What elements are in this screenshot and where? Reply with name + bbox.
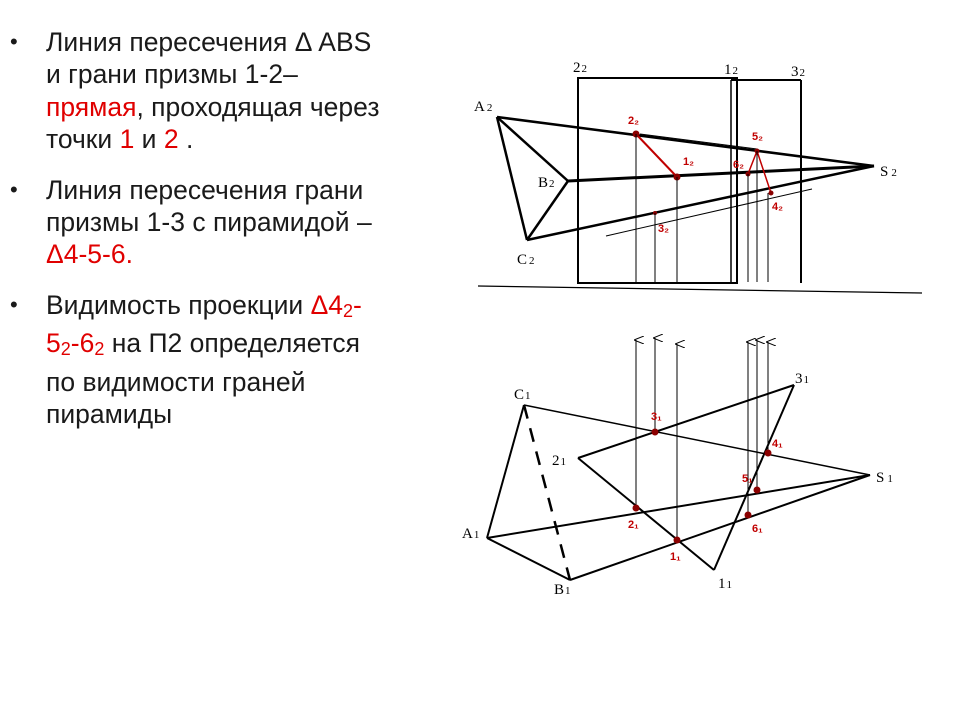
bullet-dot-icon: • bbox=[10, 176, 18, 202]
label-B1: B1 bbox=[554, 582, 571, 598]
bullet-text-part: Δ4-5-6. bbox=[46, 239, 133, 270]
handwritten-labels bbox=[628, 115, 783, 563]
bullet-text-part: 1 bbox=[119, 124, 135, 155]
prism-2-3-horizontal bbox=[578, 385, 794, 458]
bullet-dot-icon: • bbox=[10, 29, 18, 54]
point-2-1 bbox=[633, 505, 640, 512]
bullet-text-part: Линия пересечения Δ ABS и грани призмы 1-2– bbox=[46, 27, 372, 90]
point-3-1 bbox=[652, 429, 659, 436]
point-4-1 bbox=[765, 450, 772, 457]
hw-label-2-1: 2₁ bbox=[628, 519, 639, 531]
bullet-text-part: 2 bbox=[94, 339, 105, 360]
hw-label-4-1: 4₁ bbox=[772, 438, 783, 450]
hw-label-1-2: 1₂ bbox=[683, 156, 695, 168]
label-C1: C1 bbox=[514, 387, 531, 403]
label-S2: S 2 bbox=[880, 164, 897, 180]
bullet-text-part: Линия пересечения грани призмы 1-3 с пирамидой – bbox=[46, 174, 372, 238]
bullet-item bbox=[10, 174, 380, 271]
hw-label-1-1: 1₁ bbox=[670, 551, 681, 563]
bullet-text-part: 2 bbox=[60, 339, 71, 360]
edge-A2-B2 bbox=[497, 117, 568, 181]
bullet-text-part: -5 bbox=[46, 289, 362, 359]
hw-label-6-2: 6₂ bbox=[733, 159, 745, 171]
bullet-text-part: . bbox=[178, 124, 194, 155]
bullet-text-part: -6 bbox=[70, 328, 95, 359]
bullet-text-part: Δ4 bbox=[310, 289, 344, 320]
bullet-text-part: 2 bbox=[163, 124, 179, 155]
bullet-dot-icon: • bbox=[10, 291, 18, 317]
label-A1: A1 bbox=[462, 526, 480, 542]
hw-label-6-1: 6₁ bbox=[752, 523, 763, 535]
projection-axis bbox=[478, 286, 922, 293]
label-S1: S 1 bbox=[876, 470, 893, 486]
label-1-1: 11 bbox=[718, 576, 732, 592]
label-A2: A 2 bbox=[474, 99, 493, 115]
edge-C2-S2 bbox=[527, 166, 874, 240]
label-C2: C 2 bbox=[517, 252, 535, 268]
hw-label-3-1: 3₁ bbox=[651, 411, 662, 423]
label-1-2: 12 bbox=[724, 62, 738, 78]
hw-label-3-2: 3₂ bbox=[658, 223, 670, 235]
edge-C1-S1 bbox=[524, 405, 870, 475]
label-B2: B2 bbox=[538, 175, 555, 191]
hw-label-5-1: 5₁ bbox=[742, 473, 753, 485]
hw-label-4-2: 4₂ bbox=[772, 201, 784, 213]
bullet-text-part: Видимость проекции bbox=[46, 289, 311, 320]
point-4-2 bbox=[769, 191, 774, 196]
label-2-1: 21 bbox=[552, 453, 566, 469]
hw-label-2-2: 2₂ bbox=[628, 115, 640, 127]
edge-A1-B1 bbox=[487, 538, 570, 580]
label-3-1: 31 bbox=[795, 371, 809, 387]
construction-line-frontal-2 bbox=[640, 134, 757, 149]
point-5-1 bbox=[754, 487, 761, 494]
point-1-1 bbox=[674, 537, 681, 544]
bullet-text-part: прямая bbox=[46, 91, 137, 122]
descriptive-geometry-drawing bbox=[440, 40, 930, 610]
label-3-2: 32 bbox=[791, 64, 805, 80]
bullet-text-part: и bbox=[134, 124, 164, 155]
edge-B1-C1-hidden bbox=[524, 405, 570, 580]
bullet-item bbox=[10, 289, 380, 431]
label-2-2: 22 bbox=[573, 60, 587, 76]
edge-A1-C1 bbox=[487, 405, 524, 538]
bullet-text-part: 2 bbox=[343, 300, 354, 321]
bullet-list bbox=[10, 26, 380, 430]
edge-B2-S2 bbox=[568, 166, 874, 181]
bullet-text-part: , проходящая через точки bbox=[46, 91, 380, 155]
point-6-1 bbox=[745, 512, 752, 519]
bullet-item bbox=[10, 26, 380, 156]
edge-A2-C2 bbox=[497, 117, 527, 240]
hw-label-5-2: 5₂ bbox=[752, 131, 764, 143]
prism-3-1-horizontal bbox=[714, 385, 794, 570]
edge-B1-S1 bbox=[570, 475, 870, 580]
bullet-text-part: на П2 определяется по видимости граней пирамиды bbox=[46, 328, 361, 430]
